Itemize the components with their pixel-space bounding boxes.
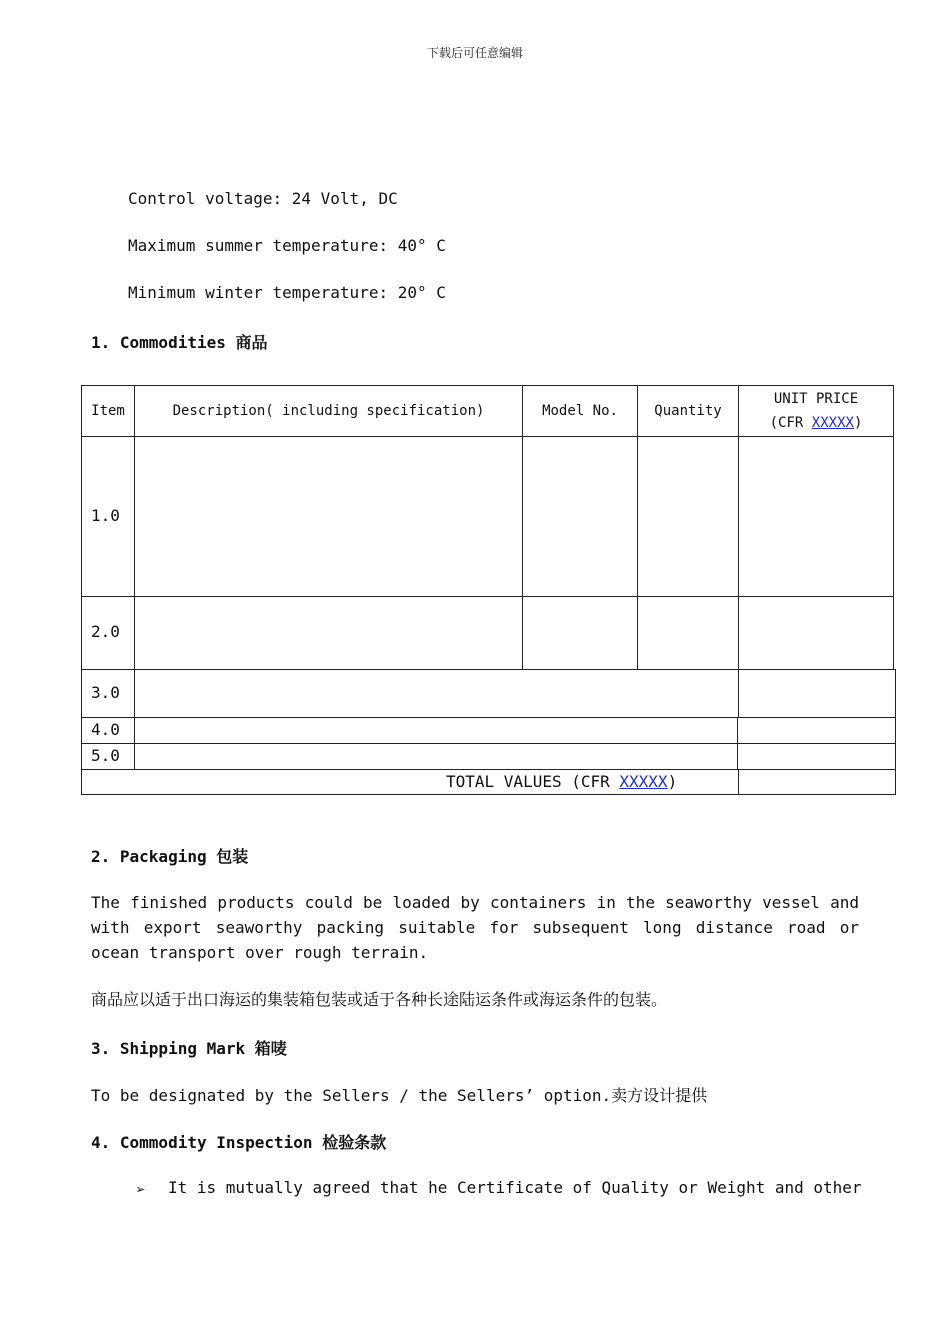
row-2-quantity xyxy=(637,596,739,670)
inspection-bullet-text: It is mutually agreed that he Certificate of Quality or Weight and other xyxy=(168,1178,862,1197)
section-3-heading: 3. Shipping Mark 箱唛 xyxy=(91,1039,287,1058)
row-3-unit-price xyxy=(738,669,896,718)
header-item: Item xyxy=(81,385,135,437)
row-1-quantity xyxy=(637,436,739,597)
total-value-cell xyxy=(738,769,896,795)
total-currency-link[interactable]: XXXXX xyxy=(619,772,668,791)
shipping-mark-paragraph: To be designated by the Sellers / the Sellers’ option.卖方设计提供 xyxy=(91,1086,708,1105)
row-4-number: 4.0 xyxy=(91,720,120,739)
row-3-number: 3.0 xyxy=(91,683,120,702)
section-2-heading: 2. Packaging 包装 xyxy=(91,847,249,866)
packaging-line-1: The finished products could be loaded by containers in the seaworthy vessel and xyxy=(91,893,859,912)
unit-price-currency-link[interactable]: XXXXX xyxy=(811,415,854,431)
row-2-description xyxy=(134,596,523,670)
packaging-line-2: with export seaworthy packing suitable for subsequent long distance road or xyxy=(91,918,859,937)
row-2-model xyxy=(522,596,638,670)
section-1-heading: 1. Commodities 商品 xyxy=(91,333,268,352)
row-1-model xyxy=(522,436,638,597)
row-2-unit-price xyxy=(738,596,894,670)
total-values-label: TOTAL VALUES (CFR XXXXX) xyxy=(446,772,678,791)
spec-min-temperature: Minimum winter temperature: 20° C xyxy=(128,283,446,302)
spec-control-voltage: Control voltage: 24 Volt, DC xyxy=(128,189,398,208)
page-header-note: 下载后可任意编辑 xyxy=(426,46,523,60)
header-quantity: Quantity xyxy=(637,385,739,437)
header-unit-price: UNIT PRICE (CFR XXXXX) xyxy=(738,385,894,437)
bullet-arrow-icon: ➢ xyxy=(136,1180,146,1199)
header-model-no: Model No. xyxy=(522,385,638,437)
row-1-description xyxy=(134,436,523,597)
row-2-number: 2.0 xyxy=(91,622,120,641)
spec-max-temperature: Maximum summer temperature: 40° C xyxy=(128,236,446,255)
row-5-number: 5.0 xyxy=(91,746,120,765)
header-description: Description( including specification) xyxy=(134,385,523,437)
row-5-unit-price xyxy=(737,743,896,770)
row-1-number: 1.0 xyxy=(91,506,120,525)
row-3-description xyxy=(134,669,739,718)
row-4-unit-price xyxy=(737,717,896,744)
row-5-description xyxy=(134,743,738,770)
packaging-paragraph xyxy=(91,890,859,965)
packaging-line-3: ocean transport over rough terrain. xyxy=(91,943,429,962)
packaging-paragraph-cn: 商品应以适于出口海运的集装箱包装或适于各种长途陆运条件或海运条件的包装。 xyxy=(91,990,668,1009)
row-1-unit-price xyxy=(738,436,894,597)
row-4-description xyxy=(134,717,738,744)
section-4-heading: 4. Commodity Inspection 检验条款 xyxy=(91,1133,387,1152)
